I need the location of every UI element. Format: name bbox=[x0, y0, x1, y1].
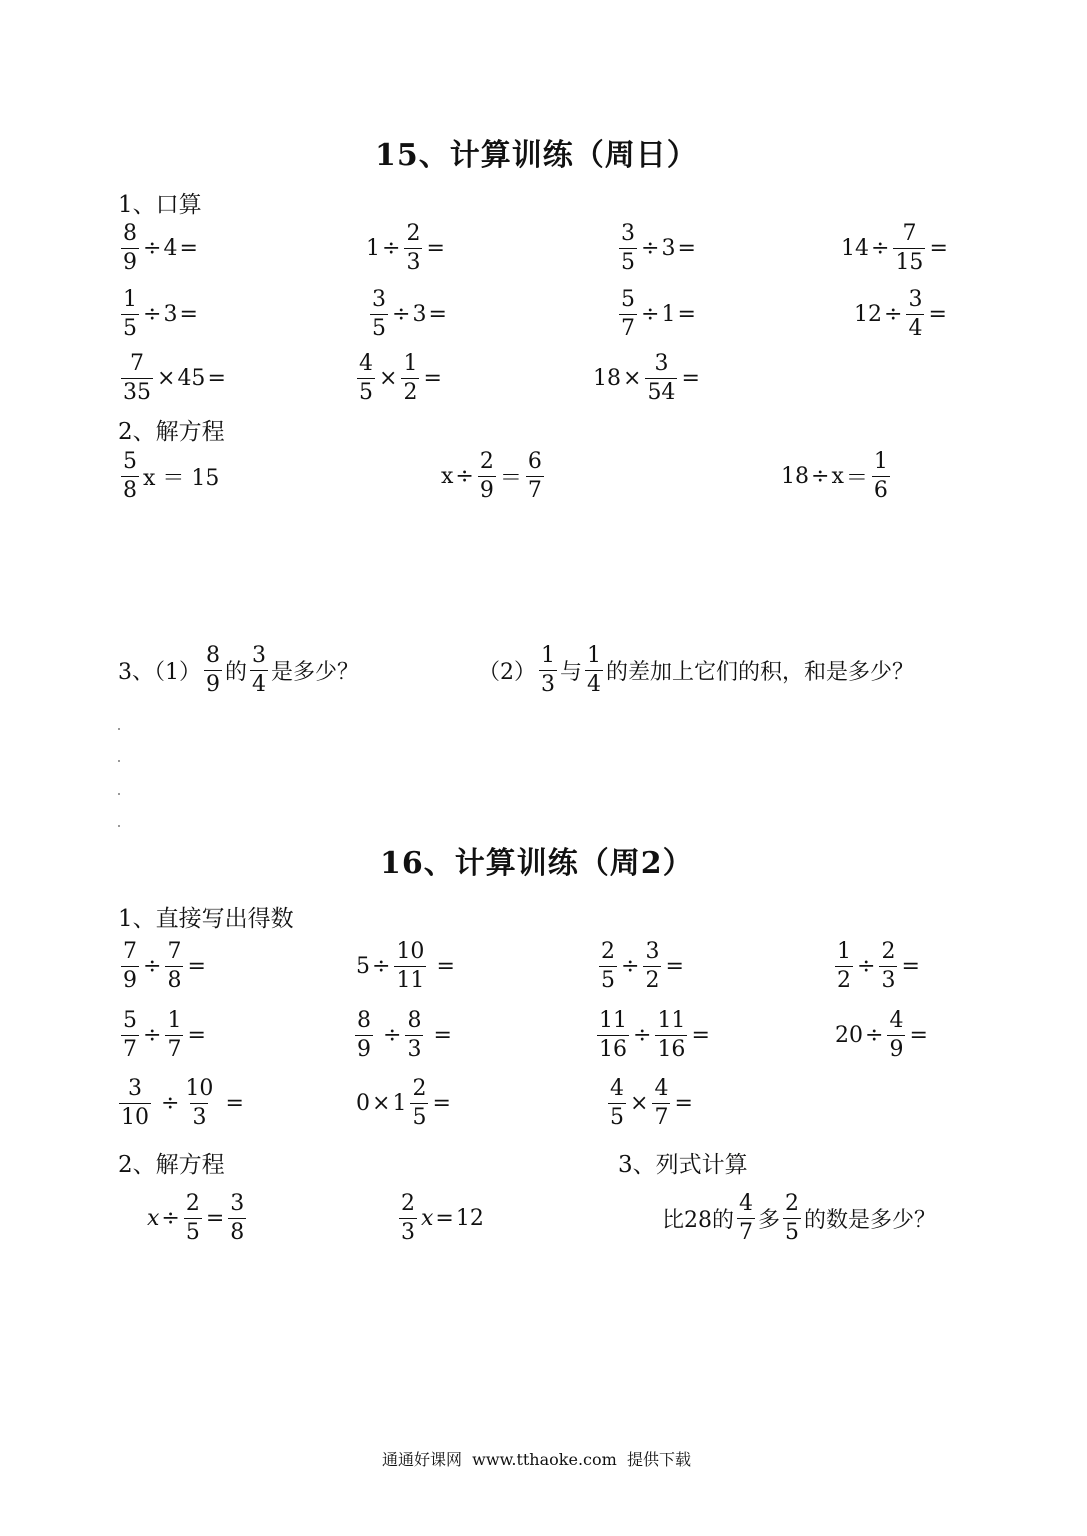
equation-x-div-2-9-eq-6-7: x ÷ $\frac{2}{9}$ ＝ $\frac{6}{7}$ bbox=[441, 448, 542, 503]
equation-2-3-x-eq-12: $\frac{2}{3}$ x = 12 bbox=[401, 1190, 484, 1245]
fraction: $\frac{2}{3}$ bbox=[881, 938, 896, 993]
fraction: $\frac{3}{54}$ bbox=[647, 350, 676, 405]
scan-dot bbox=[118, 760, 120, 762]
section16-part1-label: 1、直接写出得数 bbox=[118, 906, 294, 932]
problem-5-div-10-11: 5 ÷ $\frac{10}{11}$ = bbox=[356, 938, 455, 993]
problem-14-div-7-15: 14 ÷ $\frac{7}{15}$ = bbox=[841, 220, 948, 275]
fraction: $\frac{4}{5}$ bbox=[610, 1075, 624, 1130]
section16-title: 16、计算训练（周2） bbox=[380, 846, 694, 881]
fraction: $\frac{1}{6}$ bbox=[873, 448, 888, 503]
fraction: $\frac{1}{2}$ bbox=[403, 350, 418, 405]
problem-4-5-times-1-2: $\frac{4}{5}$ × $\frac{1}{2}$ = bbox=[359, 350, 442, 405]
fraction: $\frac{2}{5}$ bbox=[601, 938, 615, 993]
section15-title: 15、计算训练（周日） bbox=[375, 138, 698, 173]
word-problem-2: （2） $\frac{1}{3}$ 与 $\frac{1}{4}$ 的差加上它们的积，和是多少？ bbox=[478, 642, 915, 697]
problem-12-div-3-4: 12 ÷ $\frac{3}{4}$ = bbox=[854, 286, 947, 341]
problem-2-5-div-3-2: $\frac{2}{5}$ ÷ $\frac{3}{2}$ = bbox=[601, 938, 684, 993]
fraction: $\frac{8}{9}$ bbox=[357, 1007, 371, 1062]
fraction: $\frac{5}{7}$ bbox=[621, 286, 635, 341]
fraction: $\frac{8}{9}$ bbox=[206, 642, 220, 697]
problem-0-times-1-2-5: 0 × 1 $\frac{2}{5}$ = bbox=[356, 1075, 451, 1130]
fraction: $\frac{1}{5}$ bbox=[123, 286, 137, 341]
fraction: $\frac{8}{3}$ bbox=[407, 1007, 422, 1062]
fraction: $\frac{3}{5}$ bbox=[372, 286, 386, 341]
problem-5-7-div-1-7: $\frac{5}{7}$ ÷ $\frac{1}{7}$ = bbox=[123, 1007, 206, 1062]
problem-11-16-div-11-16: $\frac{11}{16}$ ÷ $\frac{11}{16}$ = bbox=[599, 1007, 710, 1062]
fraction: $\frac{3}{2}$ bbox=[645, 938, 660, 993]
problem-3-10-div-10-3: $\frac{3}{10}$ ÷ $\frac{10}{3}$ = bbox=[121, 1075, 244, 1130]
equation-5-8-x-eq-15: $\frac{5}{8}$ x ＝ 15 bbox=[123, 448, 220, 503]
section15-part1-label: 1、口算 bbox=[118, 192, 202, 218]
problem-4-5-times-4-7: $\frac{4}{5}$ × $\frac{4}{7}$ = bbox=[610, 1075, 693, 1130]
problem-3-5-div-3: $\frac{3}{5}$ ÷ 3 = bbox=[621, 220, 696, 275]
problem-1-2-div-2-3: $\frac{1}{2}$ ÷ $\frac{2}{3}$ = bbox=[837, 938, 920, 993]
equation-18-div-x-eq-1-6: 18 ÷ x ＝ $\frac{1}{6}$ bbox=[781, 448, 888, 503]
section16-part2-label: 2、解方程 bbox=[118, 1152, 225, 1178]
problem-1-div-2-3: 1 ÷ $\frac{2}{3}$ = bbox=[366, 220, 445, 275]
scan-dot bbox=[118, 728, 120, 730]
problem-7-9-div-7-8: $\frac{7}{9}$ ÷ $\frac{7}{8}$ = bbox=[123, 938, 206, 993]
fraction: $\frac{4}{7}$ bbox=[739, 1190, 753, 1245]
scan-dot bbox=[118, 825, 120, 827]
problem-8-9-div-4: $\frac{8}{9}$ ÷ 4 = bbox=[123, 220, 198, 275]
fraction: $\frac{5}{7}$ bbox=[123, 1007, 137, 1062]
fraction: $\frac{5}{8}$ bbox=[123, 448, 137, 503]
fraction: $\frac{2}{5}$ bbox=[185, 1190, 200, 1245]
problem-1-5-div-3: $\frac{1}{5}$ ÷ 3 = bbox=[123, 286, 198, 341]
fraction: $\frac{2}{3}$ bbox=[406, 220, 421, 275]
fraction: $\frac{7}{15}$ bbox=[895, 220, 924, 275]
fraction: $\frac{1}{7}$ bbox=[167, 1007, 182, 1062]
fraction: $\frac{10}{11}$ bbox=[396, 938, 425, 993]
word-problem-3: 比28的 $\frac{4}{7}$ 多 $\frac{2}{5}$ 的数是多少？ bbox=[662, 1190, 937, 1245]
fraction: $\frac{1}{3}$ bbox=[541, 642, 555, 697]
section16-part3-label: 3、列式计算 bbox=[618, 1152, 748, 1178]
fraction: $\frac{11}{16}$ bbox=[657, 1007, 686, 1062]
fraction: $\frac{7}{8}$ bbox=[167, 938, 182, 993]
fraction: $\frac{7}{35}$ bbox=[123, 350, 151, 405]
fraction: $\frac{2}{9}$ bbox=[479, 448, 494, 503]
problem-5-7-div-1: $\frac{5}{7}$ ÷ 1 = bbox=[621, 286, 696, 341]
problem-18-times-3-54: 18 × $\frac{3}{54}$ = bbox=[593, 350, 700, 405]
fraction: $\frac{4}{9}$ bbox=[889, 1007, 904, 1062]
problem-7-35-times-45: $\frac{7}{35}$ × 45 = bbox=[123, 350, 226, 405]
problem-20-div-4-9: 20 ÷ $\frac{4}{9}$ = bbox=[835, 1007, 928, 1062]
fraction: $\frac{2}{5}$ bbox=[412, 1075, 427, 1130]
fraction: $\frac{3}{5}$ bbox=[621, 220, 635, 275]
problem-8-9-div-8-3: $\frac{8}{9}$ ÷ $\frac{8}{3}$ = bbox=[357, 1007, 452, 1062]
equation-x-div-2-5-eq-3-8: x ÷ $\frac{2}{5}$ = $\frac{3}{8}$ bbox=[147, 1190, 245, 1245]
fraction: $\frac{11}{16}$ bbox=[599, 1007, 627, 1062]
section15-part2-label: 2、解方程 bbox=[118, 419, 225, 445]
fraction: $\frac{3}{4}$ bbox=[252, 642, 267, 697]
fraction: $\frac{3}{4}$ bbox=[908, 286, 923, 341]
fraction: $\frac{10}{3}$ bbox=[185, 1075, 214, 1130]
fraction: $\frac{8}{9}$ bbox=[123, 220, 137, 275]
fraction: $\frac{3}{8}$ bbox=[230, 1190, 245, 1245]
fraction: $\frac{2}{5}$ bbox=[785, 1190, 800, 1245]
fraction: $\frac{4}{7}$ bbox=[654, 1075, 669, 1130]
word-problem-1: 3、（1） $\frac{8}{9}$ 的 $\frac{3}{4}$ 是多少？ bbox=[118, 642, 360, 697]
fraction: $\frac{7}{9}$ bbox=[123, 938, 137, 993]
problem-3-5-div-3-b: $\frac{3}{5}$ ÷ 3 = bbox=[372, 286, 447, 341]
fraction: $\frac{6}{7}$ bbox=[527, 448, 542, 503]
fraction: $\frac{3}{10}$ bbox=[121, 1075, 149, 1130]
fraction: $\frac{1}{4}$ bbox=[587, 642, 602, 697]
fraction: $\frac{4}{5}$ bbox=[359, 350, 373, 405]
fraction: $\frac{2}{3}$ bbox=[401, 1190, 415, 1245]
footer-credit: 通通好课网 www.tthaoke.com 提供下载 bbox=[382, 1450, 691, 1469]
scan-dot bbox=[118, 793, 120, 795]
fraction: $\frac{1}{2}$ bbox=[837, 938, 851, 993]
